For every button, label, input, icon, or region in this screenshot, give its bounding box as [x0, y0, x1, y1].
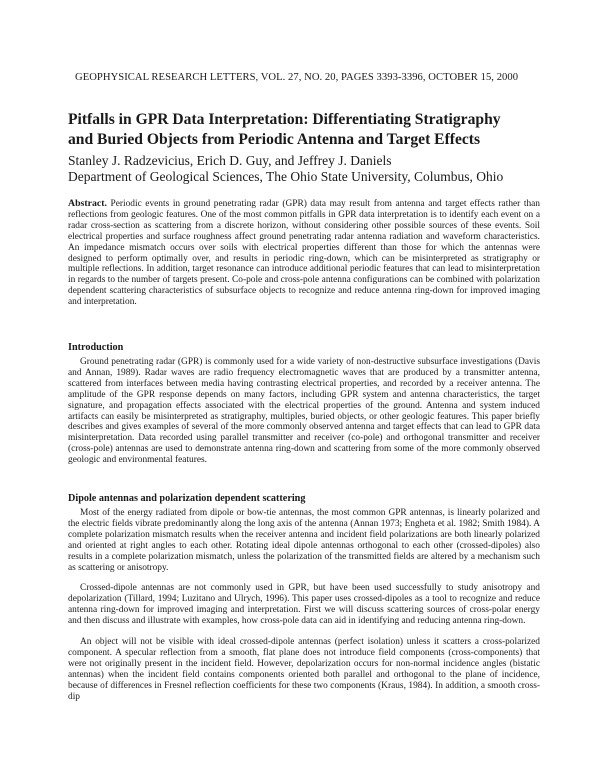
abstract-label: Abstract.	[68, 198, 107, 209]
journal-header: GEOPHYSICAL RESEARCH LETTERS, VOL. 27, NO. 20, PAGES 3393-3396, OCTOBER 15, 2000	[75, 72, 519, 83]
title-line-2: and Buried Objects from Periodic Antenna and Target Effects	[68, 131, 481, 148]
dipole-paragraph-2: Crossed-dipole antennas are not commonly used in GPR, but have been used successfully to study anisotropy and depolarization (Tillard, 1994; Luzitano and Ulrych, 1996). This paper uses crossed-dipoles as a tool to recognize and reduce antenna ring-down for improved imaging and interpretation. First we will discuss scattering sources of cross-polar energy and then discuss and illustrate with examples, how cross-pole data can aid in identifying and reducing antenna ring-down.	[68, 583, 540, 626]
abstract-text: Periodic events in ground penetrating radar (GPR) data may result from antenna and target effects rather than reflections from geologic features. One of the most common pitfalls in GPR data interpretation is to identify each event on a radar cross-section as scattering from a discrete horizon, without considering other possible sources of these events. Soil electrical properties and surface roughness affect ground penetrating radar antenna radiation and waveform characteristics. An impedance mismatch occurs over soils with electrical properties different than those for which the antennas were designed to perform optimally over, and results in periodic ring-down, which can be misinterpreted as stratigraphy or multiple reflections. In addition, target resonance can introduce additional periodic features that can lead to misinterpretation in regards to the number of targets present. Co-pole and cross-pole antenna configurations can be combined with polarization dependent scattering characteristics of subsurface objects to recognize and reduce antenna ring-down for improved imaging and interpretation.	[68, 199, 540, 308]
affiliation: Department of Geological Sciences, The Ohio State University, Columbus, Ohio	[68, 169, 504, 184]
title-line-1: Pitfalls in GPR Data Interpretation: Differentiating Stratigraphy	[68, 111, 501, 128]
dipole-paragraph-1: Most of the energy radiated from dipole or bow-tie antennas, the most common GPR antennas, is linearly polarized and the electric fields vibrate predominantly along the long axis of the antenna (Annan 1973; Engheta et al. 1982; Smith 1984). A complete polarization mismatch results when the receiver antenna and incident field polarizations are both linearly polarized and oriented at right angles to each other. Rotating ideal dipole antennas orthogonal to each other (crossed-dipoles) also results in a complete polarization mismatch, unless the polarization of the transmitted fields are altered by a mechanism such as scattering or anisotropy.	[68, 508, 540, 573]
authors: Stanley J. Radzevicius, Erich D. Guy, and Jeffrey J. Daniels	[68, 153, 392, 168]
abstract	[68, 199, 540, 308]
dipole-paragraph-3: An object will not be visible with ideal crossed-dipole antennas (perfect isolation) unless it scatters a cross-polarized component. A specular reflection from a smooth, flat plane does not introduce field components (cross-components) that were not originally present in the incident field. However, depolarization occurs for non-normal incidence angles (bistatic antennas) when the incident field contains components oriented both parallel and orthogonal to the plane of incidence, because of differences in Fresnel reflection coefficients for these two components (Kraus, 1984). In addition, a smooth cross-dip	[68, 637, 540, 702]
section-heading-dipole: Dipole antennas and polarization dependent scattering	[68, 493, 306, 504]
paper-title	[68, 110, 538, 150]
intro-paragraph: Ground penetrating radar (GPR) is commonly used for a wide variety of non-destructive subsurface investigations (Davis and Annan, 1989). Radar waves are radio frequency electromagnetic waves that are produced by a transmitter antenna, scattered from interfaces between media having contrasting electrical properties, and recorded by a receiver antenna. The amplitude of the GPR response depends on many factors, including GPR system and antenna characteristics, the target signature, and propagation effects associated with the electrical properties of the ground. Antenna and system induced artifacts can easily be misinterpreted as stratigraphy, multiples, buried objects, or other geologic features. This paper briefly describes and gives examples of several of the more commonly observed antenna and target effects that can lead to GPR data misinterpretation. Data recorded using parallel transmitter and receiver (co-pole) and orthogonal transmitter and receiver (cross-pole) antennas are used to demonstrate antenna ring-down and scattering from some of the more commonly observed geologic and environmental features.	[68, 357, 540, 466]
section-heading-introduction: Introduction	[68, 342, 124, 353]
